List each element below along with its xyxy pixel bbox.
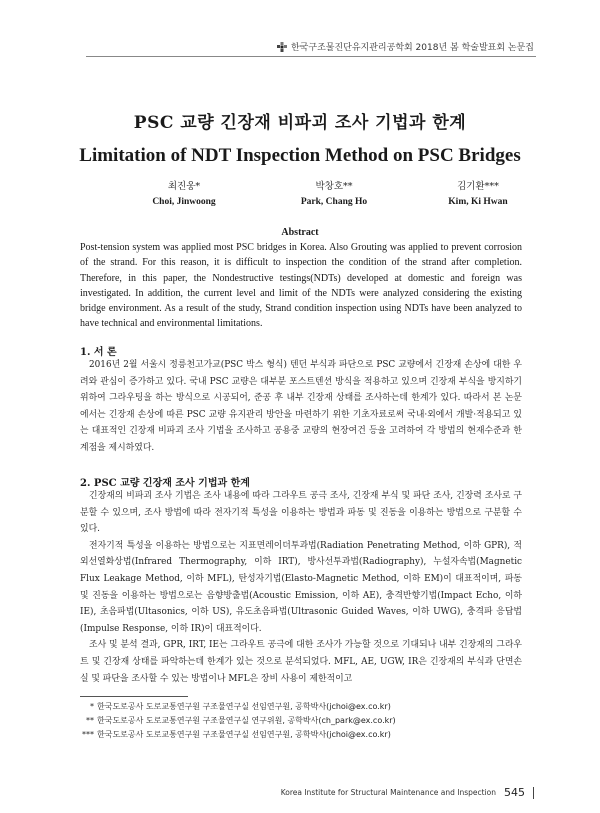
footer-divider xyxy=(533,787,534,799)
title-english: Limitation of NDT Inspection Method on PSC Bridges xyxy=(79,145,521,166)
section-heading-methods: 2. PSC 교량 긴장재 조사 기법과 한계 xyxy=(80,478,250,489)
journal-name: 한국구조물진단유지관리공학회 2018년 봄 학술발표회 논문집 xyxy=(290,43,534,53)
footnote-1 xyxy=(80,700,520,714)
page-number: 545 xyxy=(504,786,525,799)
paragraph: 조사 및 분석 결과, GPR, IRT, IE는 그라우트 공극에 대한 조사가 가능할 것으로 기대되나 내부 긴장재의 그라우트 및 긴장재 상태를 파악하는데 한계가 있는 것으로 분석되었다. MFL, AE, UGW, IR은 긴장재의 부식과 단면손실 및 파단을 조사할 수 있는 방법이나 MFL은 장비 사용이 제한적이고 xyxy=(80,640,522,684)
section-heading-introduction: 1. 서 론 xyxy=(80,347,117,358)
footnote-text: 한국도로공사 도로교통연구원 구조물연구실 선임연구원, 공학박사(jchoi@ex.co.kr) xyxy=(97,702,391,711)
footnotes xyxy=(80,700,520,741)
paragraph: 긴장재의 비파괴 조사 기법은 조사 내용에 따라 그라우트 공극 조사, 긴장재 부식 및 파단 조사, 긴장력 조사로 구분할 수 있으며, 조사 방법에 따라 전자기적 특성을 이용하는 방법과 파동 및 진동을 이용하는 방법으로 구분할 수 있다. xyxy=(80,491,522,535)
footnote-mark: ** xyxy=(86,715,94,725)
footnote-rule xyxy=(80,696,188,697)
footnote-text: 한국도로공사 도로교통연구원 구조물연구실 연구위원, 공학박사(ch_park@ex.co.kr) xyxy=(97,715,396,725)
author-name-korean: 김기환*** xyxy=(457,181,499,192)
footnote-text: 한국도로공사 도로교통연구원 구조물연구실 선임연구원, 공학박사(jchoi@ex.co.kr) xyxy=(97,729,391,739)
abstract-body: Post-tension system was applied most PSC bridges in Korea. Also Grouting was applied to prevent corrosion of the strand. For this reason, it is difficult to inspection the condition of the strand after completion. Therefore, in this paper, the Nondestructive testings(NDTs) developed at domestic and foreign was investigated. In addition, the current level and limit of the NDTs were analyzed considering the existing bridge environment. As a result of the study, Strand condition inspection using NDTs have been analyzed to have technical and environmental limitations. xyxy=(80,242,522,330)
author-3 xyxy=(408,178,548,207)
author-1 xyxy=(114,178,254,207)
author-name-english: Kim, Ki Hwan xyxy=(448,197,508,207)
footnote-2 xyxy=(80,714,520,728)
author-name-english: Choi, Jinwoong xyxy=(152,197,216,207)
paragraph: 전자기적 특성을 이용하는 방법으로는 지표면레이더투과법(Radiation Penetrating Method, 이하 GPR), 적외선열화상법(Infrared Thermography, 이하 IRT), 방사선투과법(Radiography), 누설자속법(Magnetic Flux Leakage Method, 이하 MFL), 탄성자기법(Elasto-Magnetic Method, 이하 EM)이 대표적이며, 파동 및 진동을 이용하는 방법으로는 음향방출법(Acoustic Emission, 이하 AE), 충격반향기법(Impact Echo, 이하 IE), 초음파법(Ultasonics, 이하 US), 유도초음파법(Ultrasonic Guided Waves, 이하 UWG), 충격파 응답법(Impulse Response, 이하 IR)이 대표적이다. xyxy=(80,540,522,634)
footnote-mark: * xyxy=(90,702,94,711)
running-header xyxy=(277,40,534,53)
section-body-methods xyxy=(80,488,522,687)
author-name-korean: 최진웅* xyxy=(167,181,201,192)
society-logo-icon xyxy=(277,42,287,52)
author-list xyxy=(86,178,516,218)
author-2 xyxy=(264,178,404,207)
section-body-introduction xyxy=(80,357,522,457)
abstract-heading: Abstract xyxy=(281,227,319,238)
title-korean: PSC 교량 긴장재 비파괴 조사 기법과 한계 xyxy=(133,113,467,133)
author-name-korean: 박창호** xyxy=(315,181,353,192)
footnote-mark: *** xyxy=(82,729,94,739)
footer-institute: Korea Institute for Structural Maintenance and Inspection xyxy=(280,788,496,797)
running-footer xyxy=(281,786,534,799)
author-name-english: Park, Chang Ho xyxy=(300,197,368,207)
header-rule xyxy=(86,56,536,57)
paragraph: 2016년 2월 서울시 정릉천고가교(PSC 박스 형식) 텐던 부식과 파단으로 PSC 교량에서 긴장재 손상에 대한 우려와 관심이 증가하고 있다. 국내 PSC 교량은 대부분 포스트텐션 방식을 적용하고 있으며 긴장재 부식을 방지하기 위하여 그라우팅을 하는 방식으로 시공되어, 준공 후 내부 긴장재 상태를 조사하는데 한계가 있다. 따라서 본 논문에서는 긴장재 손상에 따른 PSC 교량 유지관리 방안을 마련하기 위한 기초자료로써 국내·외에서 개발·적용되고 있는 대표적인 긴장재 비파괴 조사 기법을 조사하고 공용중 교량의 현장여건 등을 고려하여 각 방법의 현재수준과 한계점을 제시하였다. xyxy=(80,360,522,453)
footnote-3 xyxy=(80,728,520,742)
